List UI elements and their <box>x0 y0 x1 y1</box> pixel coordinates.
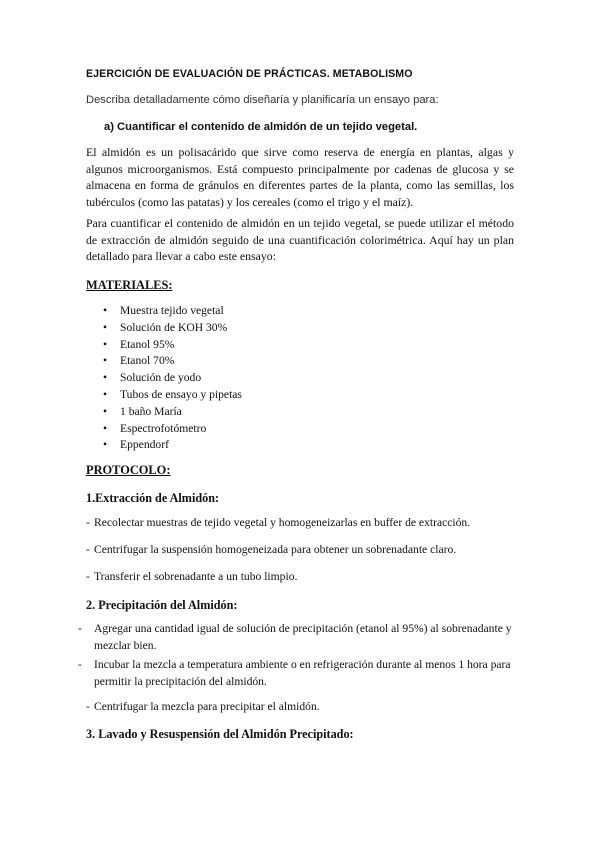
bullet: • <box>103 404 108 418</box>
material-label: 1 baño María <box>120 404 182 418</box>
list-item <box>86 404 242 421</box>
document-title: EJERCICIÓN DE EVALUACIÓN DE PRÁCTICAS. METABOLISMO <box>86 68 413 80</box>
list-item <box>86 370 242 387</box>
material-label: Espectrofotómetro <box>120 421 207 435</box>
list-item <box>86 303 242 320</box>
intro-paragraph: El almidón es un polisacárido que sirve como reserva de energía en plantas, algas y algunos microorganismos. Está compuesto principalmente por cadenas de glucosa y se almacena en forma de gránulos en diferentes partes de la planta, como las semillas, los tubérculos (como las patatas) y los cereales (como el trigo y el maíz). <box>86 145 514 209</box>
material-label: Muestra tejido vegetal <box>120 304 224 317</box>
dash: - <box>86 700 90 713</box>
list-item <box>86 320 242 337</box>
dash: - <box>78 622 82 635</box>
material-label: Etanol 95% <box>120 337 175 351</box>
material-label: Eppendorf <box>120 438 169 452</box>
dash: - <box>86 516 90 529</box>
protocol-step <box>86 569 516 586</box>
bullet: • <box>103 438 108 452</box>
method-paragraph: Para cuantificar el contenido de almidón en un tejido vegetal, se puede utilizar el método de extracción de almidón seguido de una cuantificación colorimétrica. Aquí hay un plan detallado para llevar a cabo este ensayo: <box>86 216 514 263</box>
materials-list <box>86 303 242 454</box>
list-item <box>86 353 242 370</box>
list-item <box>86 437 242 454</box>
material-label: Etanol 70% <box>120 354 175 368</box>
list-item <box>86 387 242 404</box>
bullet: • <box>103 354 108 368</box>
material-label: Solución de KOH 30% <box>120 320 228 334</box>
dash: - <box>78 658 82 671</box>
protocol-step <box>86 699 516 716</box>
step-text: Transferir el sobrenadante a un tubo limpio. <box>94 570 298 583</box>
protocol-step <box>78 657 526 690</box>
dash: - <box>86 570 90 583</box>
section-title-precipitation: 2. Precipitación del Almidón: <box>86 598 238 612</box>
material-label: Solución de yodo <box>120 371 202 385</box>
step-text: Recolectar muestras de tejido vegetal y homogeneizarlas en buffer de extracción. <box>94 516 471 529</box>
section-title-washing: 3. Lavado y Resuspensión del Almidón Precipitado: <box>86 727 354 741</box>
bullet: • <box>103 337 108 351</box>
protocol-heading: PROTOCOLO: <box>86 463 171 477</box>
materials-heading: MATERIALES: <box>86 278 173 292</box>
list-item <box>86 421 242 438</box>
step-text: Centrifugar la mezcla para precipitar el almidón. <box>94 700 320 713</box>
step-text: Centrifugar la suspensión homogeneizada para obtener un sobrenadante claro. <box>94 543 457 556</box>
bullet: • <box>103 320 108 334</box>
protocol-step <box>86 542 516 559</box>
step-text: Incubar la mezcla a temperatura ambiente o en refrigeración durante al menos 1 hora para permitir la precipitación del almidón. <box>94 658 511 688</box>
step-text: Agregar una cantidad igual de solución de precipitación (etanol al 95%) al sobrenadante y mezclar bien. <box>94 622 512 652</box>
dash: - <box>86 543 90 556</box>
exercise-prompt: Describa detalladamente cómo diseñaría y planificaría un ensayo para: <box>86 94 439 106</box>
protocol-step <box>86 515 516 532</box>
material-label: Tubos de ensayo y pipetas <box>120 387 242 401</box>
bullet: • <box>103 421 108 435</box>
section-title-extraction: 1.Extracción de Almidón: <box>86 491 220 505</box>
protocol-step <box>78 621 526 654</box>
exercise-subtitle: a) Cuantificar el contenido de almidón de un tejido vegetal. <box>104 121 418 133</box>
list-item <box>86 337 242 354</box>
bullet: • <box>103 304 108 317</box>
bullet: • <box>103 387 108 401</box>
bullet: • <box>103 371 108 385</box>
